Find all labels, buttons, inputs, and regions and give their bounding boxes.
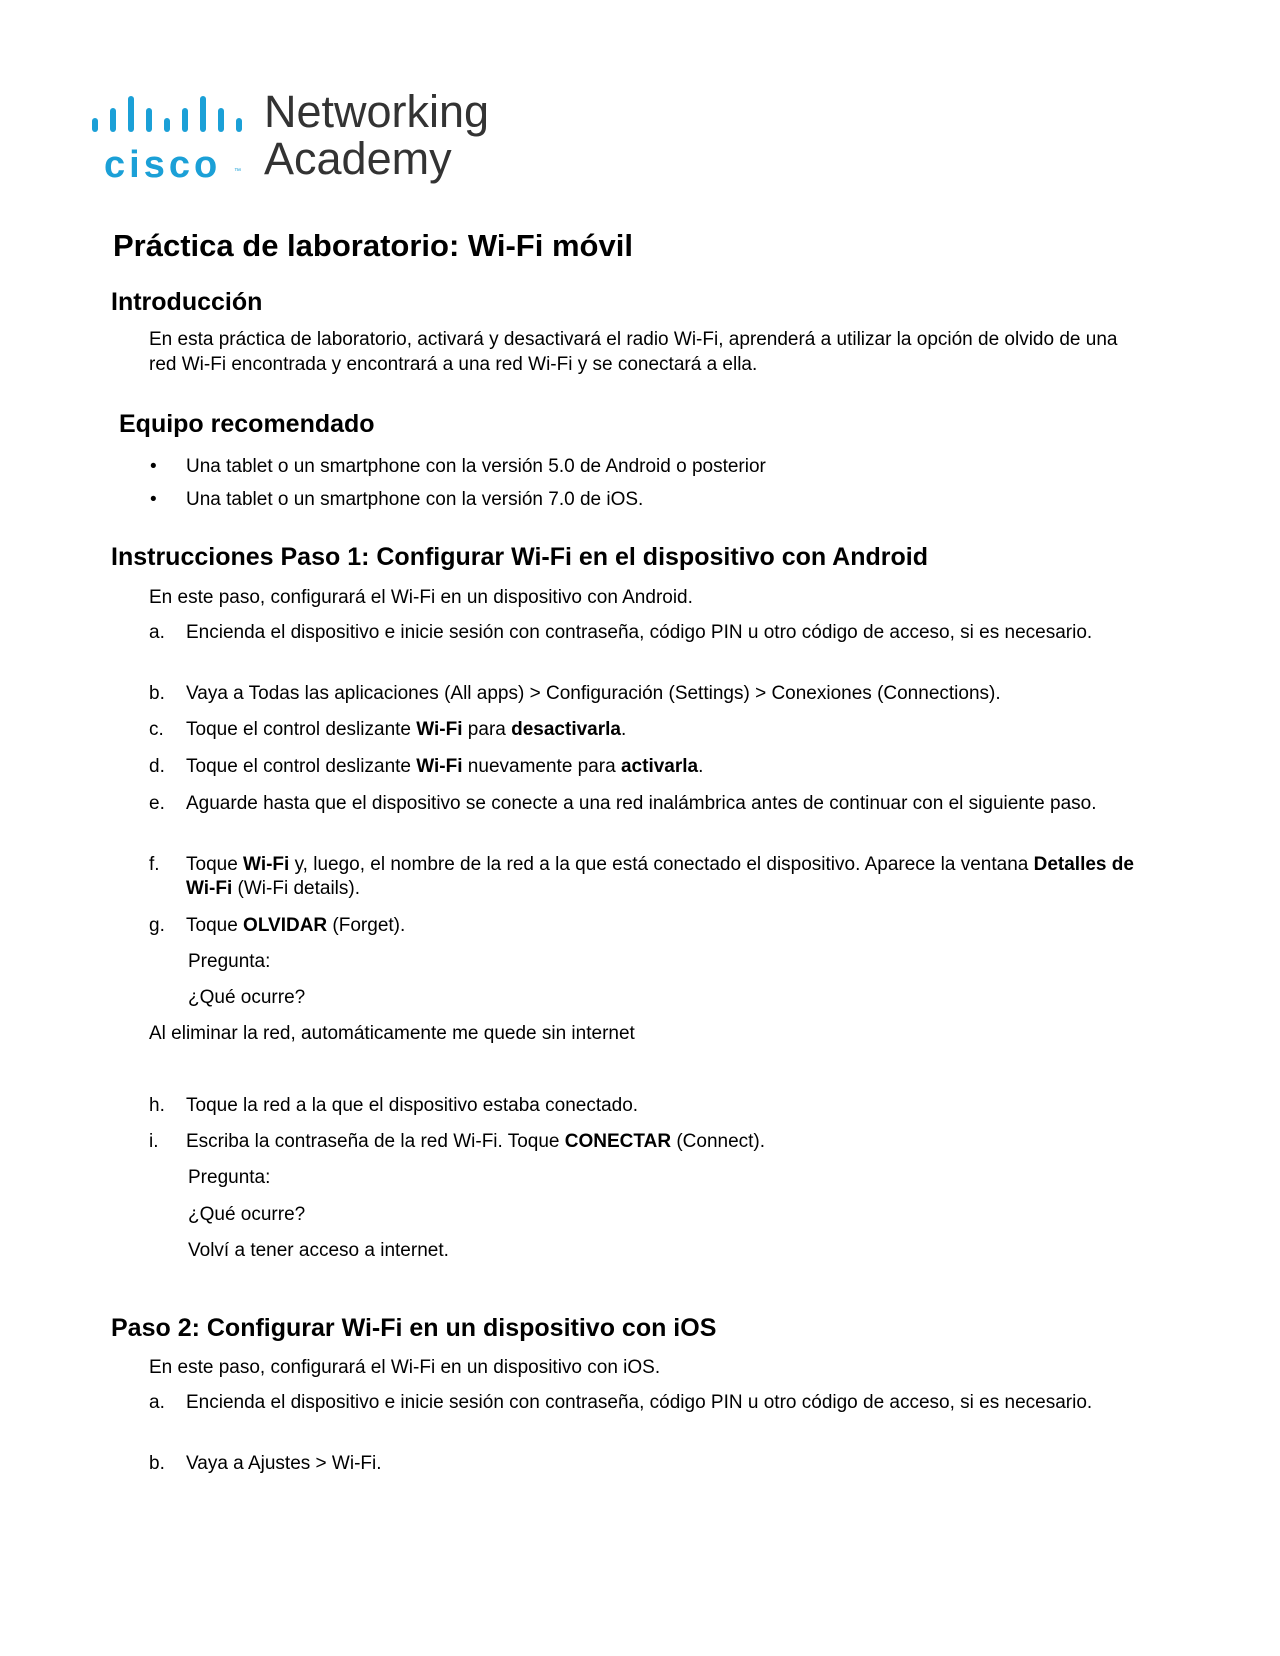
step2-heading: Paso 2: Configurar Wi-Fi en un dispositivo con iOS	[111, 1314, 717, 1342]
bullet-marker: •	[150, 456, 157, 477]
answer-text: Volví a tener acceso a internet.	[188, 1240, 449, 1261]
step1-item-h: Toque la red a la que el dispositivo estaba conectado.	[186, 1095, 639, 1116]
equipment-item-2: Una tablet o un smartphone con la versión 7.0 de iOS.	[186, 489, 644, 510]
page-title: Práctica de laboratorio: Wi-Fi móvil	[113, 228, 633, 263]
intro-text: En esta práctica de laboratorio, activará y desactivará el radio Wi-Fi, aprenderá a utilizar la opción de olvido de una red Wi-Fi encontrada y encontrará a una red Wi-Fi y se conectará a ella.	[149, 329, 1118, 375]
list-marker: h.	[149, 1095, 165, 1116]
answer-text: Al eliminar la red, automáticamente me quede sin internet	[149, 1023, 635, 1044]
list-marker: g.	[149, 915, 165, 936]
question-label: Pregunta:	[188, 1167, 271, 1188]
intro-heading: Introducción	[111, 288, 263, 316]
logo-networking-text: Networking	[264, 86, 490, 137]
step1-item-e: Aguarde hasta que el dispositivo se conecte a una red inalámbrica antes de continuar con el siguiente paso.	[186, 793, 1097, 814]
step1-intro: En este paso, configurará el Wi-Fi en un dispositivo con Android.	[149, 587, 693, 608]
step1-item-a: Encienda el dispositivo e inicie sesión con contraseña, código PIN u otro código de acceso, si es necesario.	[186, 622, 1093, 643]
equipment-item-1: Una tablet o un smartphone con la versión 5.0 de Android o posterior	[186, 456, 766, 477]
bullet-marker: •	[150, 489, 157, 510]
equipment-heading: Equipo recomendado	[119, 410, 375, 438]
list-marker: a.	[149, 1392, 165, 1413]
step2-item-b: Vaya a Ajustes > Wi-Fi.	[186, 1453, 382, 1474]
list-marker: b.	[149, 683, 165, 704]
cisco-networking-academy-logo	[92, 86, 512, 190]
trademark-symbol: ™	[234, 168, 241, 175]
step1-item-d: Toque el control deslizante Wi-Fi nuevamente para activarla.	[186, 756, 704, 777]
list-marker: a.	[149, 622, 165, 643]
step2-intro: En este paso, configurará el Wi-Fi en un dispositivo con iOS.	[149, 1357, 661, 1378]
question-text: ¿Qué ocurre?	[188, 1204, 306, 1225]
step1-item-f: Toque Wi-Fi y, luego, el nombre de la red a la que está conectado el dispositivo. Aparece la ventana Detalles de Wi-Fi (Wi-Fi details).	[186, 854, 1134, 899]
question-label: Pregunta:	[188, 951, 271, 972]
list-marker: b.	[149, 1453, 165, 1474]
step1-item-b: Vaya a Todas las aplicaciones (All apps) > Configuración (Settings) > Conexiones (Connections).	[186, 683, 1001, 704]
step2-item-a: Encienda el dispositivo e inicie sesión con contraseña, código PIN u otro código de acceso, si es necesario.	[186, 1392, 1093, 1413]
list-marker: f.	[149, 854, 160, 875]
list-marker: e.	[149, 793, 165, 814]
step1-item-g: Toque OLVIDAR (Forget).	[186, 915, 406, 936]
logo-academy-text: Academy	[264, 133, 452, 184]
cisco-wordmark: cisco	[104, 144, 222, 186]
list-marker: i.	[149, 1131, 159, 1152]
step1-heading: Instrucciones Paso 1: Configurar Wi-Fi en el dispositivo con Android	[111, 543, 928, 571]
step1-item-c: Toque el control deslizante Wi-Fi para desactivarla.	[186, 719, 627, 740]
list-marker: d.	[149, 756, 165, 777]
step1-item-i: Escriba la contraseña de la red Wi-Fi. Toque CONECTAR (Connect).	[186, 1131, 766, 1152]
question-text: ¿Qué ocurre?	[188, 987, 306, 1008]
list-marker: c.	[149, 719, 164, 740]
